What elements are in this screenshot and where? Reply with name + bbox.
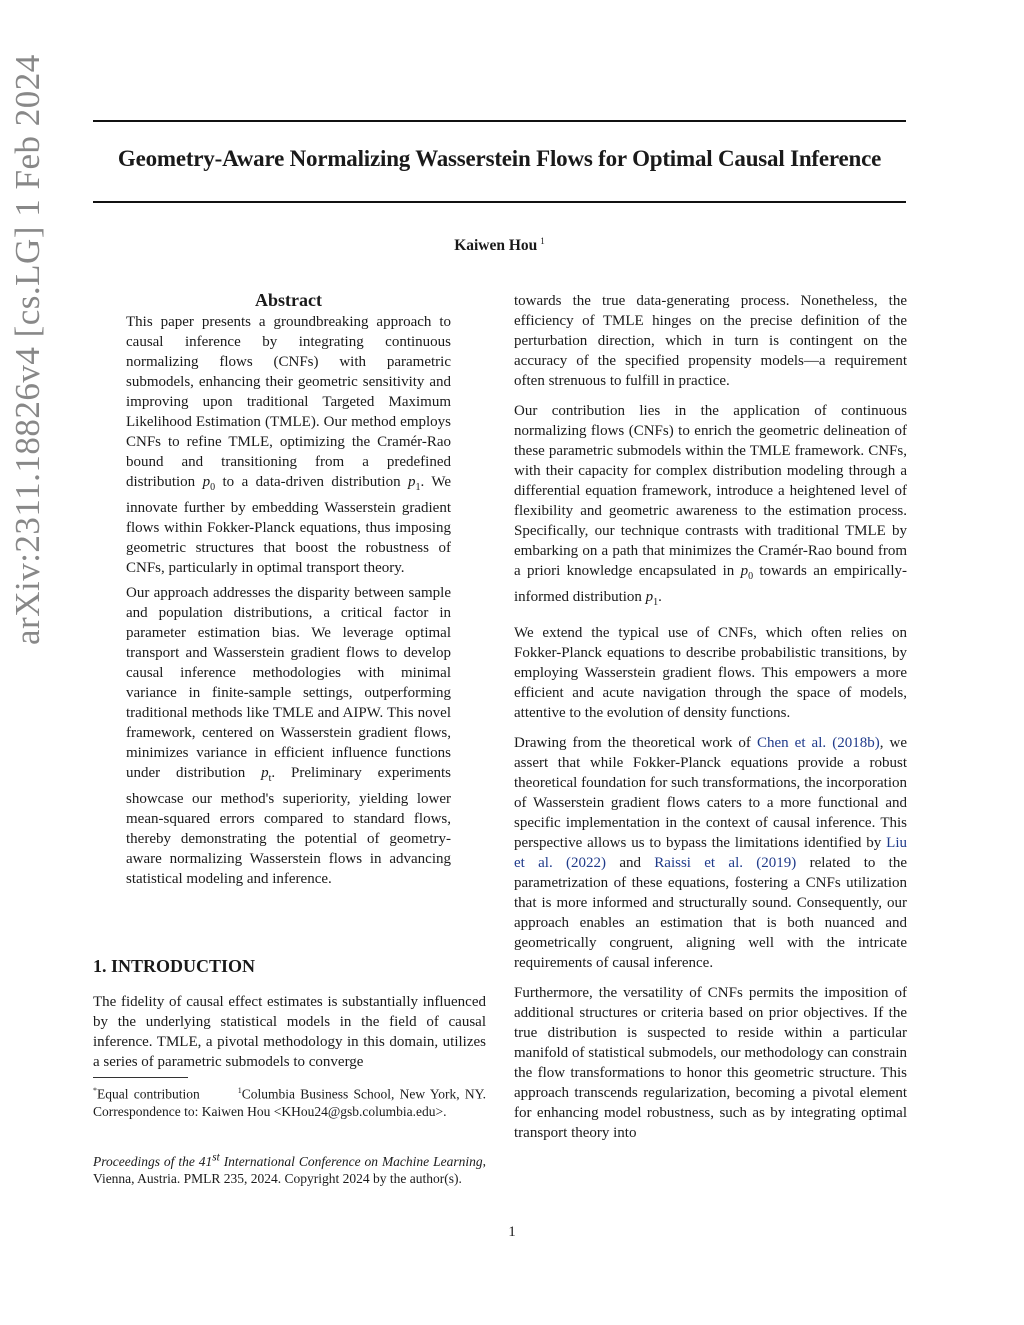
text-run: International Conference on Machine Learning	[219, 1153, 483, 1169]
title-bottom-rule	[93, 201, 906, 203]
text-run: , Vienna, Austria. PMLR 235, 2024. Copyright 2024 by the author(s).	[93, 1153, 486, 1186]
math-symbol: p	[645, 589, 654, 605]
text-run: , we assert that while Fokker-Planck equations provide a robust theoretical foundation for such transformations, the incorporation of Wasserstein gradient flows caters to a more functional and specific implementation in the context of causal inference. This perspective allows us to bypass the limitations identified by	[514, 735, 907, 851]
footnote-equal-contribution: Equal contribution	[97, 1086, 200, 1102]
text-run: Our approach addresses the disparity between sample and population distributions, a critical factor in parameter estimation bias. We leverage optimal transport and Wasserstein gradient flows to develop causal inference methodologies with minimal variance in finite-sample settings, outperforming traditional methods like TMLE and AIPW. This novel framework, centered on Wasserstein gradient flows, minimizes variance in efficient influence functions under distribution	[126, 585, 451, 781]
footnote-affiliation: Columbia Business School, New York, NY. Correspondence to: Kaiwen Hou <KHou24@gsb.columbia.edu>.	[93, 1086, 486, 1119]
math-subscript: 0	[210, 482, 216, 493]
text-run: This paper presents a groundbreaking approach to causal inference by integrating continuous normalizing flows (CNFs) with parametric submodels, enhancing their geometric sensitivity and improving upon traditional Targeted Maximum Likelihood Estimation (TMLE). Our method employs CNFs to refine TMLE, optimizing the Cramér-Rao bound and transitioning from a predefined distribution	[126, 314, 451, 490]
math-p0	[740, 563, 754, 582]
right-paragraph-3: We extend the typical use of CNFs, which often relies on Fokker-Planck equations to describe probabilistic transitions, by employing Wasserstein gradient flows. This empowers a more efficient and acute navigation through the space of models, attentive to the evolution of density functions.	[514, 625, 907, 721]
page-number: 1	[508, 1224, 516, 1240]
footnote	[93, 1082, 486, 1120]
math-subscript: t	[268, 773, 272, 784]
intro-paragraph-1: The fidelity of causal effect estimates is substantially influenced by the underlying statistical models in the field of causal inference. TMLE, a pivotal methodology in this domain, utilizes a series of parametric submodels to converge	[93, 994, 486, 1070]
right-paragraph-5: Furthermore, the versatility of CNFs permits the imposition of additional structures or criteria based on prior objectives. If the true distribution is suspected to reside within a particular manifold of statistical submodels, our methodology can constrain the flow transformations to honor this geometric structure. This approach transcends regularization, becoming a pivotal element for enhancing model robustness, such as by integrating optimal transport theory into	[514, 985, 907, 1141]
right-paragraph-4	[514, 733, 907, 973]
abstract-paragraph-2	[126, 583, 451, 889]
text-run: . We innovate further by embedding Wasserstein gradient flows within Fokker-Planck equations, thus imposing geometric structures that boost the robustness of CNFs, particularly in optimal transport theory.	[126, 474, 452, 576]
math-pt	[261, 765, 272, 784]
citation-link-chen-2018b[interactable]: Chen et al. (2018b)	[756, 735, 880, 751]
text-run: .	[658, 589, 662, 605]
proceedings-note	[93, 1149, 486, 1187]
math-symbol: p	[261, 765, 269, 781]
author-name: Kaiwen Hou	[454, 237, 538, 254]
text-run: and	[606, 855, 655, 871]
math-subscript: 1	[653, 597, 659, 608]
section-heading: 1. INTRODUCTION	[93, 956, 256, 976]
text-run: related to the parametrization of these equations, fostering a CNFs utilization that is more informed and structurally sound. Consequently, our approach enables an estimation that is both nuanced and geometrically congruent, aligning well with the intricate requirements of causal inference.	[514, 855, 907, 971]
footnote-rule	[93, 1077, 188, 1078]
text-run: Proceedings of the 41	[93, 1153, 213, 1169]
math-subscript: 0	[748, 571, 754, 582]
ordinal-superscript: st	[212, 1151, 220, 1163]
arxiv-stamp: arXiv:2311.18826v4 [cs.LG] 1 Feb 2024	[8, 54, 47, 645]
right-column	[514, 291, 907, 1143]
proceedings-italic	[93, 1151, 483, 1169]
abstract-paragraph-1	[126, 312, 451, 578]
author-affil-mark: 1	[540, 236, 545, 246]
citation-link-raissi-2019[interactable]: Raissi et al. (2019)	[654, 855, 797, 871]
math-p1	[645, 589, 659, 608]
citation-link-liu-2022[interactable]: Liu et al. (2022)	[514, 835, 907, 871]
math-symbol: p	[408, 474, 416, 490]
footnote-mark: *	[93, 1086, 97, 1095]
abstract-section	[126, 289, 451, 889]
math-p0	[202, 474, 216, 493]
right-paragraph-2	[514, 401, 907, 613]
paper-title: Geometry-Aware Normalizing Wasserstein Flows for Optimal Causal Inference	[117, 146, 882, 171]
math-symbol: p	[202, 474, 211, 490]
math-symbol: p	[740, 563, 749, 579]
text-run: Our contribution lies in the application of continuous normalizing flows (CNFs) to enrich the geometric delineation of these parametric submodels within the TMLE framework. CNFs, with their capacity for complex distribution modeling through a differential equation framework, introduce a heightened level of flexibility and geometric awareness to the estimation process. Specifically, our technique contrasts with traditional TMLE by embarking on a path that minimizes the Cramér-Rao bound from a priori knowledge encapsulated in	[514, 403, 907, 579]
right-paragraph-1: towards the true data-generating process. Nonetheless, the efficiency of TMLE hinges on the precise definition of the perturbation direction, which in turn is contingent on the accuracy of the specified propensity models—a requirement often strenuous to fulfill in practice.	[514, 293, 907, 389]
text-run: towards an empirically-informed distribution	[514, 563, 907, 605]
text-run: . Preliminary experiments showcase our method's superiority, yielding lower mean-squared errors compared to standard flows, thereby demonstrating the potential of geometry-aware normalizing Wasserstein flows in advancing statistical modeling and inference.	[126, 765, 451, 887]
introduction-section	[93, 954, 486, 1072]
math-p1	[408, 474, 421, 493]
abstract-heading: Abstract	[255, 290, 322, 310]
author-line	[93, 236, 906, 255]
text-run: to a data-driven distribution	[215, 474, 408, 490]
math-subscript: 1	[415, 482, 421, 493]
title-top-rule	[93, 120, 906, 122]
footnote-mark: 1	[237, 1086, 242, 1095]
text-run: Drawing from the theoretical work of	[514, 735, 757, 751]
